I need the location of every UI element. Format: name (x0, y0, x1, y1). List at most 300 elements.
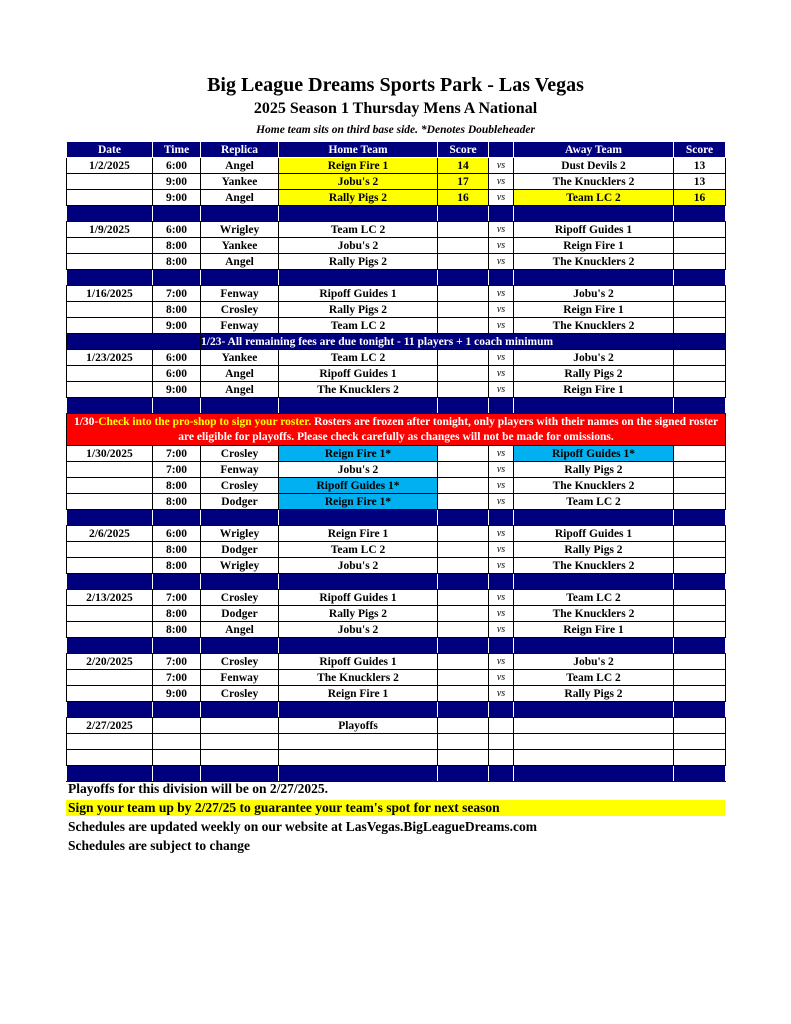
replica-cell: Fenway (201, 670, 279, 686)
away-team-cell: Reign Fire 1 (514, 622, 674, 638)
game-row (67, 350, 726, 366)
away-score-cell (674, 718, 726, 734)
away-team-cell (514, 734, 674, 750)
home-team-cell: Reign Fire 1* (279, 494, 438, 510)
separator-cell (201, 510, 279, 526)
home-score-cell: 17 (438, 174, 489, 190)
home-score-cell (438, 558, 489, 574)
time-cell: 6:00 (153, 526, 201, 542)
separator-cell (489, 574, 514, 590)
home-score-cell (438, 238, 489, 254)
time-cell: 8:00 (153, 558, 201, 574)
replica-cell: Crosley (201, 654, 279, 670)
date-cell (67, 622, 153, 638)
away-team-cell: Rally Pigs 2 (514, 462, 674, 478)
separator-cell (67, 398, 153, 414)
away-score-cell (674, 526, 726, 542)
time-cell: 7:00 (153, 446, 201, 462)
game-row (67, 254, 726, 270)
schedule-note: Home team sits on third base side. *Denotes Doubleheader (256, 124, 535, 136)
game-row (67, 382, 726, 398)
home-score-cell (438, 526, 489, 542)
vs-label: vs (489, 254, 514, 270)
away-team-cell: Ripoff Guides 1* (514, 446, 674, 462)
time-cell: 8:00 (153, 542, 201, 558)
separator-row (67, 206, 726, 222)
replica-cell: Crosley (201, 446, 279, 462)
separator-cell (438, 510, 489, 526)
time-cell: 6:00 (153, 158, 201, 174)
separator-cell (674, 270, 726, 286)
home-team-cell: Jobu's 2 (279, 622, 438, 638)
away-score-cell (674, 286, 726, 302)
separator-cell (279, 766, 438, 782)
home-team-cell: Team LC 2 (279, 222, 438, 238)
replica-cell: Fenway (201, 286, 279, 302)
date-cell (67, 494, 153, 510)
home-score-cell (438, 542, 489, 558)
home-score-cell: 16 (438, 190, 489, 206)
home-team-cell: Rally Pigs 2 (279, 190, 438, 206)
home-team-cell: Rally Pigs 2 (279, 302, 438, 318)
away-team-cell: The Knucklers 2 (514, 558, 674, 574)
separator-cell (279, 574, 438, 590)
vs-label (489, 734, 514, 750)
home-team-cell: Rally Pigs 2 (279, 254, 438, 270)
away-score-cell (674, 478, 726, 494)
separator-cell (674, 398, 726, 414)
separator-row (67, 702, 726, 718)
separator-cell (514, 510, 674, 526)
separator-row (67, 638, 726, 654)
home-team-cell: Jobu's 2 (279, 462, 438, 478)
notice-highlight: Check into the pro-shop to sign your roster. (98, 415, 312, 428)
date-cell (67, 366, 153, 382)
away-score-cell (674, 590, 726, 606)
vs-label: vs (489, 238, 514, 254)
page-subtitle: 2025 Season 1 Thursday Mens A National (253, 100, 538, 117)
replica-cell: Crosley (201, 590, 279, 606)
vs-label: vs (489, 478, 514, 494)
away-score-cell (674, 606, 726, 622)
game-row (67, 158, 726, 174)
column-header: Date (67, 142, 153, 158)
away-team-cell: Jobu's 2 (514, 286, 674, 302)
separator-cell (67, 766, 153, 782)
vs-label: vs (489, 190, 514, 206)
home-team-cell: Team LC 2 (279, 318, 438, 334)
home-score-cell (438, 366, 489, 382)
home-score-cell (438, 350, 489, 366)
game-row (67, 734, 726, 750)
home-score-cell (438, 478, 489, 494)
schedule-table (66, 141, 726, 782)
time-cell: 6:00 (153, 350, 201, 366)
separator-cell (438, 702, 489, 718)
separator-cell (514, 270, 674, 286)
replica-cell: Angel (201, 382, 279, 398)
time-cell (153, 734, 201, 750)
away-team-cell: Team LC 2 (514, 190, 674, 206)
date-cell: 1/30/2025 (67, 446, 153, 462)
separator-cell (279, 398, 438, 414)
separator-cell (438, 766, 489, 782)
date-cell: 2/6/2025 (67, 526, 153, 542)
replica-cell: Fenway (201, 318, 279, 334)
time-cell (153, 718, 201, 734)
home-score-cell (438, 686, 489, 702)
date-cell (67, 686, 153, 702)
separator-cell (279, 638, 438, 654)
separator-cell (67, 638, 153, 654)
separator-cell (153, 270, 201, 286)
separator-row (67, 398, 726, 414)
away-score-cell (674, 350, 726, 366)
date-cell (67, 190, 153, 206)
game-row (67, 190, 726, 206)
date-cell (67, 670, 153, 686)
away-score-cell (674, 302, 726, 318)
home-score-cell (438, 718, 489, 734)
away-score-cell (674, 222, 726, 238)
away-score-cell (674, 654, 726, 670)
away-score-cell: 16 (674, 190, 726, 206)
home-team-cell (279, 750, 438, 766)
replica-cell: Yankee (201, 238, 279, 254)
date-cell: 1/23/2025 (67, 350, 153, 366)
separator-cell (201, 574, 279, 590)
away-team-cell: The Knucklers 2 (514, 254, 674, 270)
separator-cell (153, 510, 201, 526)
vs-label (489, 750, 514, 766)
time-cell: 8:00 (153, 622, 201, 638)
vs-label (489, 718, 514, 734)
away-score-cell (674, 238, 726, 254)
separator-cell (438, 574, 489, 590)
replica-cell: Wrigley (201, 222, 279, 238)
replica-cell (201, 734, 279, 750)
away-score-cell (674, 382, 726, 398)
time-cell: 7:00 (153, 670, 201, 686)
vs-label: vs (489, 286, 514, 302)
separator-cell (514, 766, 674, 782)
game-row (67, 718, 726, 734)
game-row (67, 526, 726, 542)
replica-cell: Crosley (201, 302, 279, 318)
home-team-cell: Jobu's 2 (279, 558, 438, 574)
vs-label: vs (489, 462, 514, 478)
time-cell: 8:00 (153, 606, 201, 622)
home-team-cell: Reign Fire 1 (279, 158, 438, 174)
game-row (67, 494, 726, 510)
separator-cell (153, 638, 201, 654)
date-cell (67, 462, 153, 478)
separator-row (67, 574, 726, 590)
vs-label: vs (489, 526, 514, 542)
separator-cell (674, 766, 726, 782)
home-team-cell (279, 734, 438, 750)
separator-row (67, 270, 726, 286)
game-row (67, 590, 726, 606)
separator-cell (201, 398, 279, 414)
notice-text: Rosters are frozen after tonight, only players with their names on the signed roster are eligible for playoffs. Please check carefully as changes will not be made for omissions. (178, 415, 719, 443)
away-score-cell (674, 734, 726, 750)
game-row (67, 686, 726, 702)
separator-cell (67, 206, 153, 222)
home-team-cell: Ripoff Guides 1 (279, 366, 438, 382)
column-header: Score (674, 142, 726, 158)
column-header: Replica (201, 142, 279, 158)
separator-cell (489, 206, 514, 222)
separator-cell (674, 702, 726, 718)
away-team-cell: Jobu's 2 (514, 350, 674, 366)
separator-cell (153, 766, 201, 782)
game-row (67, 302, 726, 318)
time-cell: 7:00 (153, 654, 201, 670)
replica-cell: Dodger (201, 542, 279, 558)
game-row (67, 286, 726, 302)
separator-cell (674, 510, 726, 526)
date-cell (67, 254, 153, 270)
vs-label: vs (489, 158, 514, 174)
away-score-cell (674, 750, 726, 766)
home-team-cell: The Knucklers 2 (279, 382, 438, 398)
column-header: Home Team (279, 142, 438, 158)
game-row (67, 238, 726, 254)
replica-cell (201, 718, 279, 734)
date-cell: 2/27/2025 (67, 718, 153, 734)
away-team-cell: The Knucklers 2 (514, 174, 674, 190)
time-cell: 6:00 (153, 222, 201, 238)
home-score-cell (438, 254, 489, 270)
game-row (67, 462, 726, 478)
footer-disclaimer: Schedules are subject to change (68, 838, 250, 853)
vs-label: vs (489, 558, 514, 574)
separator-cell (514, 638, 674, 654)
away-team-cell: Rally Pigs 2 (514, 366, 674, 382)
separator-cell (489, 638, 514, 654)
home-team-cell: Reign Fire 1* (279, 446, 438, 462)
table-header (67, 142, 726, 158)
away-team-cell: Ripoff Guides 1 (514, 222, 674, 238)
vs-label: vs (489, 622, 514, 638)
date-cell: 1/9/2025 (67, 222, 153, 238)
away-score-cell (674, 366, 726, 382)
roster-notice-row (67, 414, 726, 446)
home-score-cell (438, 622, 489, 638)
separator-cell (67, 574, 153, 590)
time-cell: 7:00 (153, 462, 201, 478)
notice-row (67, 334, 726, 350)
date-cell: 1/16/2025 (67, 286, 153, 302)
away-team-cell: Reign Fire 1 (514, 302, 674, 318)
vs-label: vs (489, 382, 514, 398)
separator-cell (674, 206, 726, 222)
game-row (67, 750, 726, 766)
vs-label: vs (489, 670, 514, 686)
replica-cell: Wrigley (201, 526, 279, 542)
separator-cell (153, 206, 201, 222)
away-score-cell (674, 318, 726, 334)
away-score-cell (674, 446, 726, 462)
column-header: Time (153, 142, 201, 158)
home-score-cell (438, 302, 489, 318)
away-team-cell: The Knucklers 2 (514, 606, 674, 622)
home-score-cell (438, 494, 489, 510)
away-team-cell: The Knucklers 2 (514, 318, 674, 334)
vs-label: vs (489, 686, 514, 702)
footer-playoffs: Playoffs for this division will be on 2/27/2025. (68, 781, 329, 796)
column-header: Away Team (514, 142, 674, 158)
time-cell: 9:00 (153, 382, 201, 398)
away-team-cell (514, 750, 674, 766)
replica-cell (201, 750, 279, 766)
time-cell: 9:00 (153, 686, 201, 702)
home-team-cell: Ripoff Guides 1 (279, 654, 438, 670)
game-row (67, 446, 726, 462)
time-cell (153, 750, 201, 766)
roster-notice (67, 414, 726, 446)
replica-cell: Wrigley (201, 558, 279, 574)
separator-cell (153, 574, 201, 590)
separator-cell (514, 702, 674, 718)
vs-label: vs (489, 174, 514, 190)
column-header (489, 142, 514, 158)
home-score-cell (438, 750, 489, 766)
notice-date: 1/30- (73, 415, 99, 428)
home-score-cell (438, 606, 489, 622)
away-score-cell: 13 (674, 174, 726, 190)
separator-cell (489, 270, 514, 286)
game-row (67, 174, 726, 190)
away-score-cell (674, 254, 726, 270)
game-row (67, 222, 726, 238)
separator-cell (514, 206, 674, 222)
replica-cell: Yankee (201, 350, 279, 366)
separator-cell (514, 398, 674, 414)
game-row (67, 366, 726, 382)
date-cell: 2/20/2025 (67, 654, 153, 670)
vs-label: vs (489, 542, 514, 558)
separator-cell (201, 702, 279, 718)
replica-cell: Angel (201, 254, 279, 270)
home-score-cell: 14 (438, 158, 489, 174)
separator-cell (438, 398, 489, 414)
vs-label: vs (489, 494, 514, 510)
home-team-cell: Team LC 2 (279, 350, 438, 366)
vs-label: vs (489, 366, 514, 382)
separator-cell (201, 766, 279, 782)
separator-cell (489, 766, 514, 782)
home-team-cell: Ripoff Guides 1 (279, 590, 438, 606)
replica-cell: Fenway (201, 462, 279, 478)
game-row (67, 542, 726, 558)
game-row (67, 622, 726, 638)
game-row (67, 654, 726, 670)
home-score-cell (438, 222, 489, 238)
away-team-cell: Team LC 2 (514, 494, 674, 510)
separator-cell (67, 702, 153, 718)
date-cell (67, 478, 153, 494)
home-score-cell (438, 286, 489, 302)
time-cell: 8:00 (153, 494, 201, 510)
away-team-cell (514, 718, 674, 734)
away-score-cell (674, 494, 726, 510)
home-score-cell (438, 446, 489, 462)
away-team-cell: Dust Devils 2 (514, 158, 674, 174)
time-cell: 8:00 (153, 302, 201, 318)
home-team-cell: The Knucklers 2 (279, 670, 438, 686)
separator-cell (201, 638, 279, 654)
home-team-cell: Ripoff Guides 1 (279, 286, 438, 302)
separator-cell (67, 510, 153, 526)
vs-label: vs (489, 302, 514, 318)
home-score-cell (438, 382, 489, 398)
away-team-cell: Team LC 2 (514, 590, 674, 606)
vs-label: vs (489, 350, 514, 366)
notice-spacer (674, 334, 726, 350)
separator-cell (438, 206, 489, 222)
game-row (67, 558, 726, 574)
separator-cell (279, 270, 438, 286)
date-cell (67, 318, 153, 334)
replica-cell: Dodger (201, 606, 279, 622)
separator-cell (489, 702, 514, 718)
separator-cell (674, 638, 726, 654)
column-header: Score (438, 142, 489, 158)
date-cell: 2/13/2025 (67, 590, 153, 606)
separator-row (67, 766, 726, 782)
replica-cell: Dodger (201, 494, 279, 510)
away-team-cell: Reign Fire 1 (514, 238, 674, 254)
replica-cell: Angel (201, 622, 279, 638)
home-score-cell (438, 462, 489, 478)
time-cell: 8:00 (153, 254, 201, 270)
away-team-cell: Rally Pigs 2 (514, 686, 674, 702)
away-team-cell: Reign Fire 1 (514, 382, 674, 398)
replica-cell: Crosley (201, 686, 279, 702)
time-cell: 6:00 (153, 366, 201, 382)
away-team-cell: Jobu's 2 (514, 654, 674, 670)
time-cell: 8:00 (153, 238, 201, 254)
home-team-cell: Reign Fire 1 (279, 686, 438, 702)
away-score-cell (674, 462, 726, 478)
date-cell (67, 382, 153, 398)
date-cell (67, 558, 153, 574)
footer-website: Schedules are updated weekly on our website at LasVegas.BigLeagueDreams.com (68, 819, 538, 834)
time-cell: 7:00 (153, 286, 201, 302)
date-cell: 1/2/2025 (67, 158, 153, 174)
game-row (67, 606, 726, 622)
separator-cell (489, 510, 514, 526)
separator-cell (67, 270, 153, 286)
home-team-cell: Playoffs (279, 718, 438, 734)
away-score-cell: 13 (674, 158, 726, 174)
separator-cell (153, 398, 201, 414)
home-score-cell (438, 654, 489, 670)
time-cell: 8:00 (153, 478, 201, 494)
time-cell: 9:00 (153, 318, 201, 334)
away-score-cell (674, 686, 726, 702)
away-score-cell (674, 622, 726, 638)
separator-cell (438, 270, 489, 286)
date-cell (67, 238, 153, 254)
time-cell: 9:00 (153, 190, 201, 206)
date-cell (67, 302, 153, 318)
game-row (67, 318, 726, 334)
home-team-cell: Jobu's 2 (279, 174, 438, 190)
separator-cell (674, 574, 726, 590)
